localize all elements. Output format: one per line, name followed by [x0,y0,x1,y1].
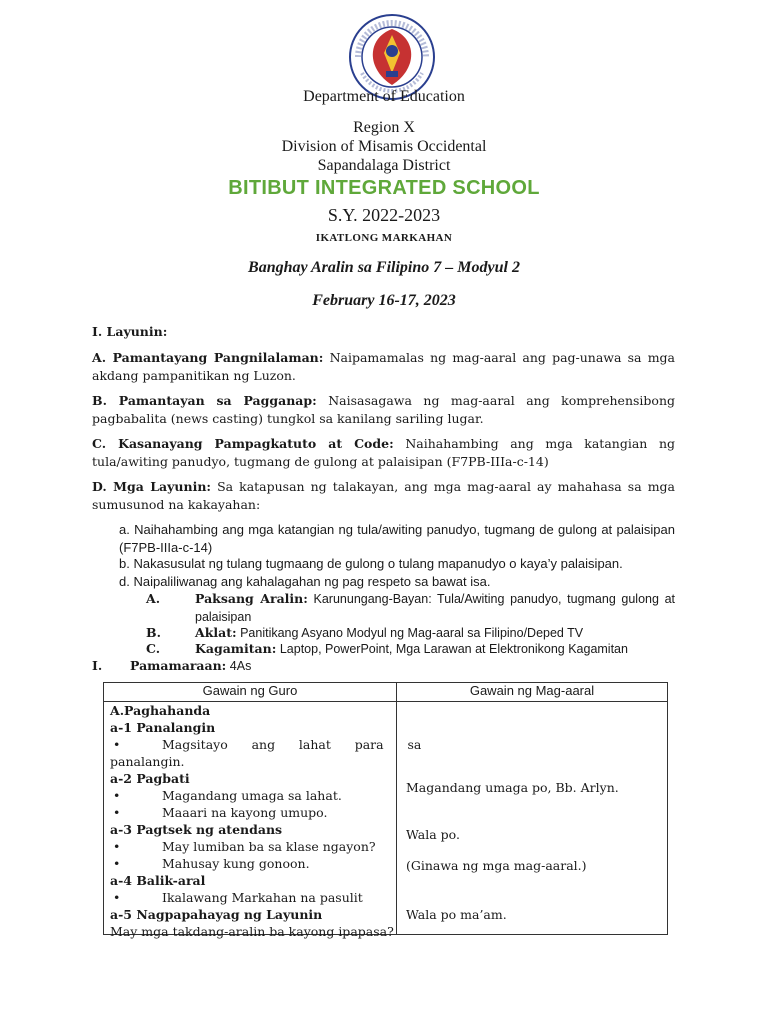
objectives [92,478,675,514]
student-activity-cell [397,702,668,935]
bullet: • [113,805,121,820]
objectives-label: D. Mga Layunin: [92,479,212,494]
bullet: • [113,890,121,905]
section-label: A.Paghahanda [110,703,211,718]
procedure-label: Pamamaraan: [130,658,227,673]
student-response: Magandang umaga po, Bb. Arlyn. [406,780,619,795]
quarter-label: IKATLONG MARKAHAN [315,232,453,244]
subject-matter [195,590,675,626]
lesson-date: February 16-17, 2023 [312,292,456,309]
objectives-text: Sa katapusan ng talakayan, ang mga mag-aaral ay mahahasa sa mga sumusunod na kakayahan: [92,479,675,512]
performance-standard-text: Naisasagawa ng mag-aaral ang komprehensibong pagbabalita (news casting) tungkol sa kanilang sariling lugar. [92,393,675,426]
student-response: Wala po. [406,827,460,842]
competency-label: C. Kasanayang Pampagkatuto at Code: [92,436,394,451]
book-label: Aklat: [195,625,237,640]
book-text: Panitikang Asyano Modyul ng Mag-aaral sa Filipino/Deped TV [236,626,584,640]
teacher-column-header: Gawain ng Guro [104,683,397,702]
performance-standard-label: B. Pamantayan sa Pagganap: [92,393,317,408]
lesson-plan-title: Banghay Aralin sa Filipino 7 – Modyul 2 [248,259,520,276]
activity-table [103,682,668,939]
performance-standard [92,392,675,428]
step-label: a-5 Nagpapahayag ng Layunin [110,907,323,922]
objective-b: b. Nakasusulat ng tulang tugmaang de gulong o tulang mapanudyo o kaya’y palaisipan. [119,556,623,571]
procedure-text: 4As [226,659,252,673]
content-standard [92,349,675,385]
region-line: Region X [353,119,415,136]
bullet: • [113,788,121,803]
region-block [0,118,768,175]
materials-label: Kagamitan: [195,641,277,656]
materials-text: Laptop, PowerPoint, Mga Larawan at Elektronikong Kagamitan [276,642,628,656]
student-column-header: Gawain ng Mag-aaral [397,683,668,702]
school-year: S.Y. 2022-2023 [327,205,441,225]
district-line: Sapandalaga District [317,157,451,174]
step-label: a-3 Pagtsek ng atendans [110,822,283,837]
department-name: Department of Education [303,88,465,105]
content-standard-label: A. Pamantayang Pangnilalaman: [92,350,324,365]
step-label: a-2 Pagbati [110,771,190,786]
list-item-continuation: panalangin. [110,754,185,769]
student-response: Wala po ma’am. [406,907,507,922]
objective-c: d. Naipaliliwanag ang kahalagahan ng pag respeto sa bawat isa. [119,574,491,589]
school-name: BITIBUT INTEGRATED SCHOOL [228,177,540,199]
section-heading: I. Layunin: [92,324,168,339]
teacher-activity-cell: A.Paghahanda a-1 Panalangin • Magsitayo ang lahat para sa panalangin. a-2 Pagbati • Magandang umaga sa lahat. • Maaari na kayong umupo. a-3 Pagtsek ng atendans • May lumiban ba sa klase ngayon? • Mahusay kung gonoon. a-4 Balik-aral • Ikalawang Markahan na pasulit a-5 Nagpapahayag ng Layunin May mga takdang-aralin ba kayong ipapasa? [104,702,397,935]
step-label: a-4 Balik-aral [110,873,206,888]
subject-matter-label: Paksang Aralin: [195,591,308,606]
objective-a: a. Naihahambing ang mga katangian ng tula/awiting panudyo, tugmang de gulong at palaisipan (F7PB-IIIa-c-14) [119,522,675,555]
bullet: • [113,737,121,752]
bullet: • [113,856,121,871]
question-line: May mga takdang-aralin ba kayong ipapasa? [110,924,394,939]
bullet: • [113,839,121,854]
procedure-mark: I. [92,658,103,673]
competency-text: Naihahambing ang mga katangian ng tula/awiting panudyo, tugmang de gulong at palaisipan (F7PB-IIIa-c-14) [92,436,675,469]
materials [195,640,628,658]
sub-b-mark: B. [146,625,161,640]
procedure [130,657,251,675]
sub-a-mark: A. [146,591,161,606]
sub-c-mark: C. [146,641,161,656]
table-header-row [104,683,668,702]
student-response: (Ginawa ng mga mag-aaral.) [406,858,587,873]
competency [92,435,675,471]
content-standard-text: Naipamamalas ng mag-aaral ang pag-unawa sa mga akdang pampanitikan ng Luzon. [92,350,676,383]
table-row [104,702,668,935]
subject-matter-text: Karunungang-Bayan: Tula/Awiting panudyo, tugmang gulong at palaisipan [195,592,675,624]
division-line: Division of Misamis Occidental [281,138,487,155]
step-label: a-1 Panalangin [110,720,216,735]
